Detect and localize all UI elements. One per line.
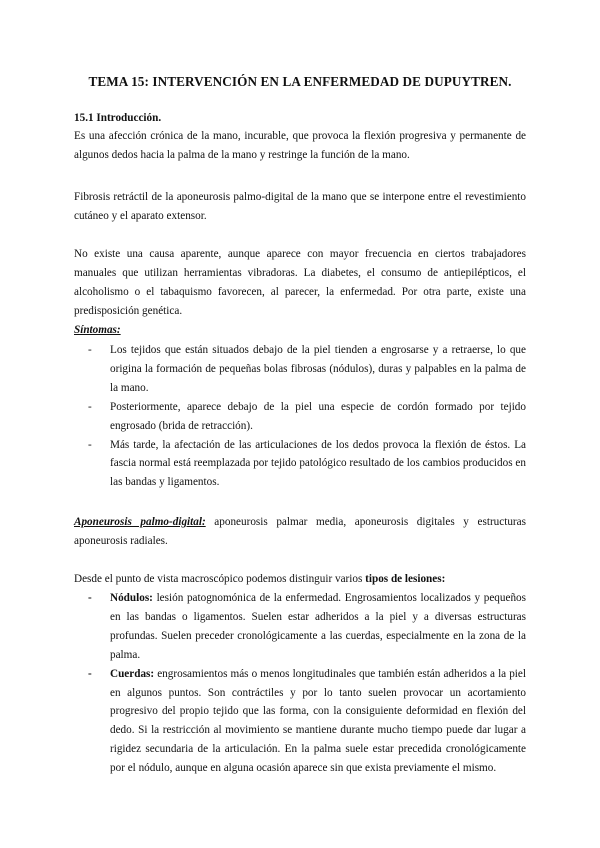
page-title: TEMA 15: INTERVENCIÓN EN LA ENFERMEDAD DE DUPUYTREN. [88,74,512,89]
lesions-intro-wrap [74,570,526,589]
aponeurosis-text: aponeurosis palmar media, aponeurosis digitales y estructuras aponeurosis radiales. [74,516,526,547]
symptoms-list [74,341,526,492]
lesion-label: Cuerdas: [110,667,155,680]
fibrosis-text: Fibrosis retráctil de la aponeurosis palmo-digital de la mano que se interpone entre el revestimiento cutáneo y el aparato extensor. [74,191,526,222]
dash-bullet: - [88,344,92,356]
cause-text: No existe una causa aparente, aunque aparece con mayor frecuencia en ciertos trabajadores manuales que utilizan herramientas vibradoras. La diabetes, el consumo de antiepilépticos, el alcoholismo o el tabaquismo favorecen, al parecer, la enfermedad. Por otra parte, existe una predisposición genética. [74,248,526,317]
fibrosis-paragraph [74,188,526,226]
lesions-list-block [74,589,526,778]
lesion-text: engrosamientos más o menos longitudinales que también están adheridos a la piel en algunos puntos. Son contráctiles y por lo tanto suelen provocar un acortamiento progresivo del propio tejido que las forma, con la consiguiente deformidad en flexión del dedo. Si la restricción al movimiento se mantiene durante mucho tiempo puede dar lugar a rigidez secundaria de la articulación. En la palma suele estar precedida cronológicamente por el nódulo, aunque en alguna ocasión aparece sin que exista previamente el mismo. [110,667,526,775]
lesion-text: lesión patognomónica de la enfermedad. Engrosamientos localizados y pequeños en las bandas o ligamentos. Suelen estar adheridos a la piel y a diversas estructuras profundas. Suelen preceder cronológicamente a las cuerdas, especialmente en la zona de la palma. [110,592,526,661]
dash-bullet: - [88,592,92,604]
dash-bullet: - [88,438,92,451]
list-item [74,665,526,778]
symptom-text: Los tejidos que están situados debajo de la piel tienden a engrosarse y a retraerse, lo que origina la formación de pequeñas bolas fibrosas (nódulos), duras y palpables en la palma de la mano. [110,344,526,394]
symptoms-heading-block [74,321,526,340]
intro-paragraph [74,127,526,165]
cause-paragraph [74,245,526,321]
list-item [74,341,526,398]
section-heading-block [74,109,526,128]
symptoms-list-block [74,341,526,492]
aponeurosis-text-wrap [74,513,526,551]
aponeurosis-label: Aponeurosis palmo-digital: [74,516,206,528]
lesions-list [74,589,526,778]
aponeurosis-paragraph [74,513,526,551]
symptoms-heading: Síntomas: [74,324,121,336]
symptom-text: Más tarde, la afectación de las articulaciones de los dedos provoca la flexión de éstos. La fascia normal está reemplazada por tejido patológico resultado de los cambios producidos en las bandas y ligamentos. [110,438,526,489]
list-item [74,398,526,436]
list-item [74,589,526,665]
lesion-label: Nódulos: [110,592,153,604]
symptom-text: Posteriormente, aparece debajo de la piel una especie de cordón formado por tejido engrosado (brida de retracción). [110,400,526,432]
dash-bullet: - [88,667,92,680]
intro-text: Es una afección crónica de la mano, incurable, que provoca la flexión progresiva y permanente de algunos dedos hacia la palma de la mano y restringe la función de la mano. [74,130,526,161]
lesions-intro-paragraph [74,570,526,589]
dash-bullet: - [88,400,92,413]
lesions-intro-bold: tipos de lesiones: [365,573,446,585]
list-item [74,436,526,493]
lesions-intro-text: Desde el punto de vista macroscópico podemos distinguir varios [74,573,366,585]
section-heading: 15.1 Introducción. [74,112,162,124]
